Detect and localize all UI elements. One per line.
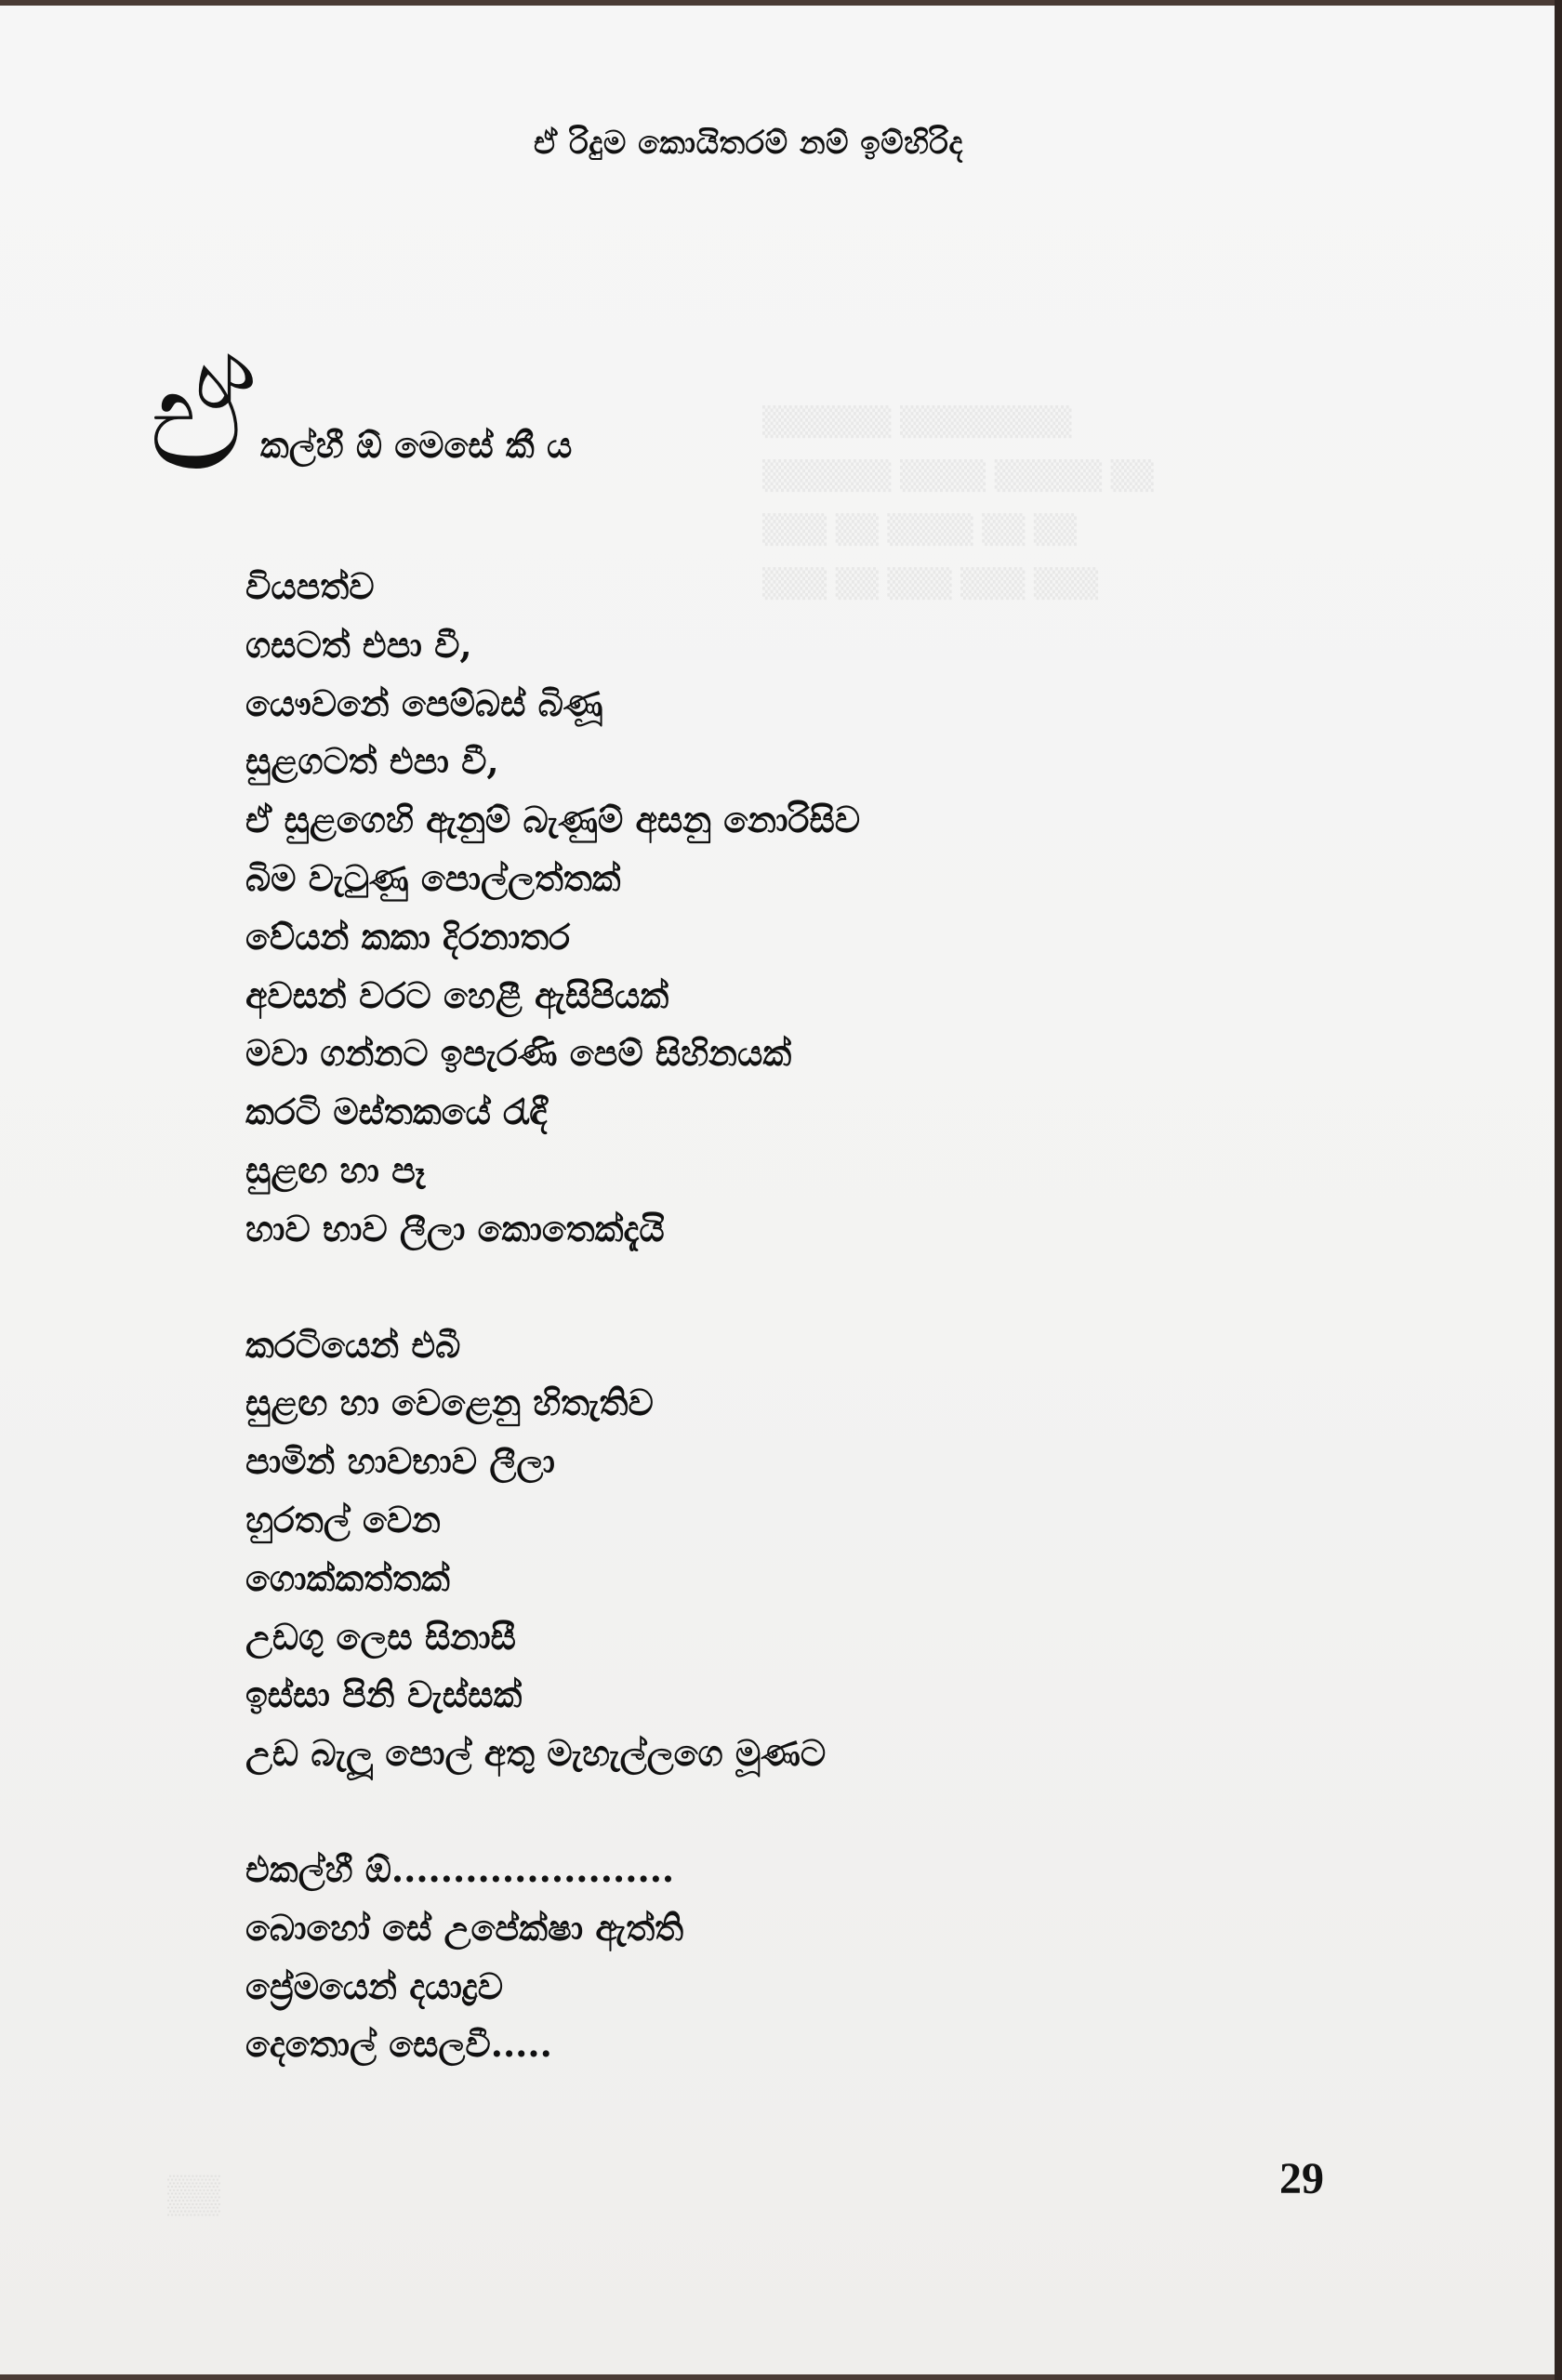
verse-line: ඒ සුළගෙහි ඇනුම් බැණුම් අසනු නොරිසිව [245,799,861,841]
verse-line: එකල්හී ඕ....................... [245,1847,675,1890]
verse-line: පාමින් හාවභාව ලීලා [245,1440,555,1483]
opening-line [149,340,573,502]
verse-line: ඉස්සා පිනි වැස්සක් [245,1673,523,1716]
show-through-page-number: ▒▒ [167,2173,220,2215]
verse-line: දෙතොල් සෙලවී..... [245,2023,552,2066]
verse-line: බොහෝ සේ උපේක්ෂා ඇත්ති [245,1906,684,1949]
verse-line: යෞවනේ පෙම්බස් බිණූ [245,681,603,724]
verse-line: හාව භාව ලීලා කොතෙක්දැයි [245,1207,665,1250]
stanza [245,1316,1361,1783]
verse-line: අවසන් වරට හෙළී ඇසිපියක් [245,973,669,1016]
opening-line-text: කල්හී ඕ මෙසේ කී ය [259,424,573,466]
verse-line: ගොක්කත්තක් [245,1556,450,1599]
stanza [245,558,1361,1259]
verse-line: කරටියෙන් එබී [245,1323,461,1366]
verse-line: මවා ගන්නට ඉපැරණි පෙම් සිහිනයක් [245,1032,792,1075]
verse-line: සුළගටත් එපා වී, [245,740,499,783]
poem-body [245,558,1361,2132]
book-page [0,6,1555,2374]
verse-line: හුරතල් වෙන [245,1498,441,1540]
verse-line: සුළඟ හා පෑ [245,1148,426,1191]
running-header: ඒ රිදුම කොයිතරම් නම් ඉම්හිරිද [534,125,963,162]
page-number: 29 [1279,2154,1324,2203]
drop-cap: ඒ [149,340,253,502]
show-through-text: ▒▒▒▒▒▒ ▒▒▒▒▒▒▒▒ ▒▒▒▒▒▒ ▒▒▒▒ ▒▒▒▒▒ ▒▒ ▒▒▒ ▒▒ ▒▒▒▒ ▒▒ ▒▒ ▒▒▒ ▒▒ ▒▒▒ ▒▒▒ ▒▒▒ [762,406,1154,601]
verse-line: ප්‍රේමයෙන් දයාද්‍රව [245,1964,504,2007]
binding-edge [1555,0,1562,2380]
verse-line: බිම වැටුණු පොල්ලත්තක් [245,856,621,899]
stanza [245,1841,1361,2074]
verse-line: උඩ බැලූ පොල් අතු මැහැල්ලගෙ මූණට [245,1732,827,1775]
verse-line: වියපත්ව [245,565,375,607]
verse-line: වේයන් කකා දිරනාතර [245,915,571,958]
verse-line: සුළඟ හා වෙළෙනු හිතැතිව [245,1382,654,1424]
verse-line: ගසටත් එපා වී, [245,623,472,666]
verse-line: කරටි මස්තකයේ රැඳී [245,1091,548,1133]
verse-line: උඩගු ලෙස සිනාසී [245,1615,516,1658]
